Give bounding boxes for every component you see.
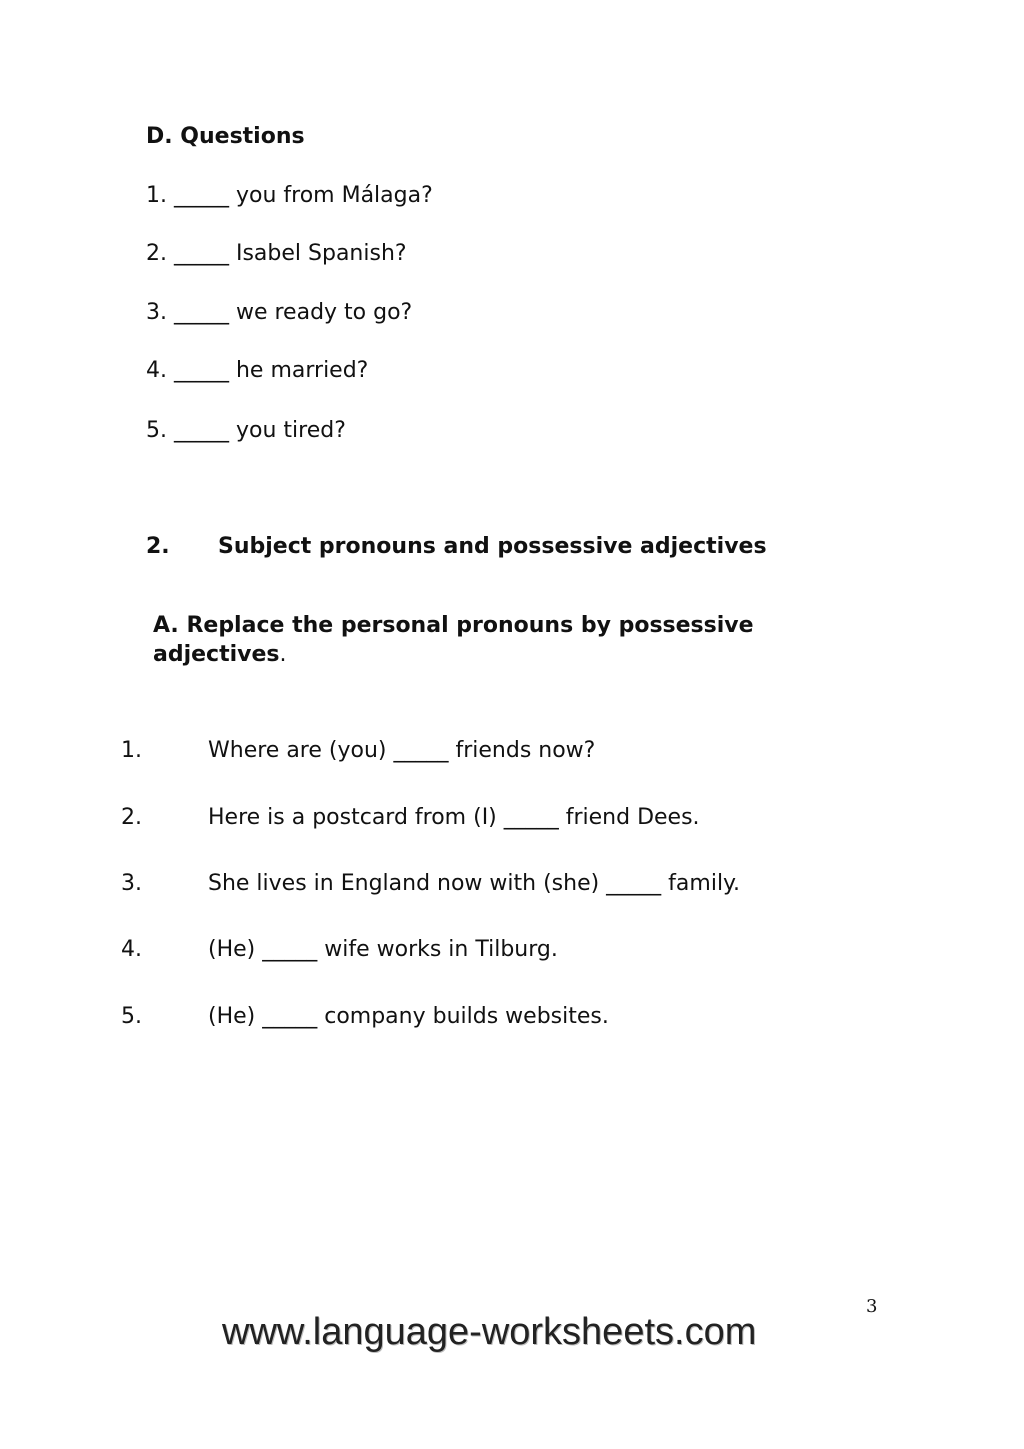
sentence-text: She lives in England now with (she) _____ family. [208, 871, 740, 896]
sentence-number: 1. [121, 738, 142, 763]
section-2-number: 2. [146, 534, 170, 559]
section-d-heading: D. Questions [146, 124, 305, 149]
sentence-number: 3. [121, 871, 142, 896]
sentence-text: (He) _____ wife works in Tilburg. [208, 937, 558, 962]
footer-website: www.language-worksheets.com [222, 1311, 757, 1353]
question-item: 5. _____ you tired? [146, 418, 346, 443]
page-number: 3 [866, 1296, 878, 1317]
instruction-bold-text: A. Replace the personal pronouns by possessive adjectives [153, 613, 754, 667]
question-item: 4. _____ he married? [146, 358, 369, 383]
section-2-title: Subject pronouns and possessive adjectives [218, 534, 767, 559]
question-item: 2. _____ Isabel Spanish? [146, 241, 407, 266]
instruction-tail: . [279, 642, 287, 667]
sentence-number: 4. [121, 937, 142, 962]
sentence-number: 5. [121, 1004, 142, 1029]
sentence-text: (He) _____ company builds websites. [208, 1004, 609, 1029]
sentence-number: 2. [121, 805, 142, 830]
question-item: 3. _____ we ready to go? [146, 300, 413, 325]
sentence-text: Here is a postcard from (I) _____ friend Dees. [208, 805, 700, 830]
section-2-instruction [153, 611, 853, 669]
sentence-text: Where are (you) _____ friends now? [208, 738, 596, 763]
question-item: 1. _____ you from Málaga? [146, 183, 433, 208]
